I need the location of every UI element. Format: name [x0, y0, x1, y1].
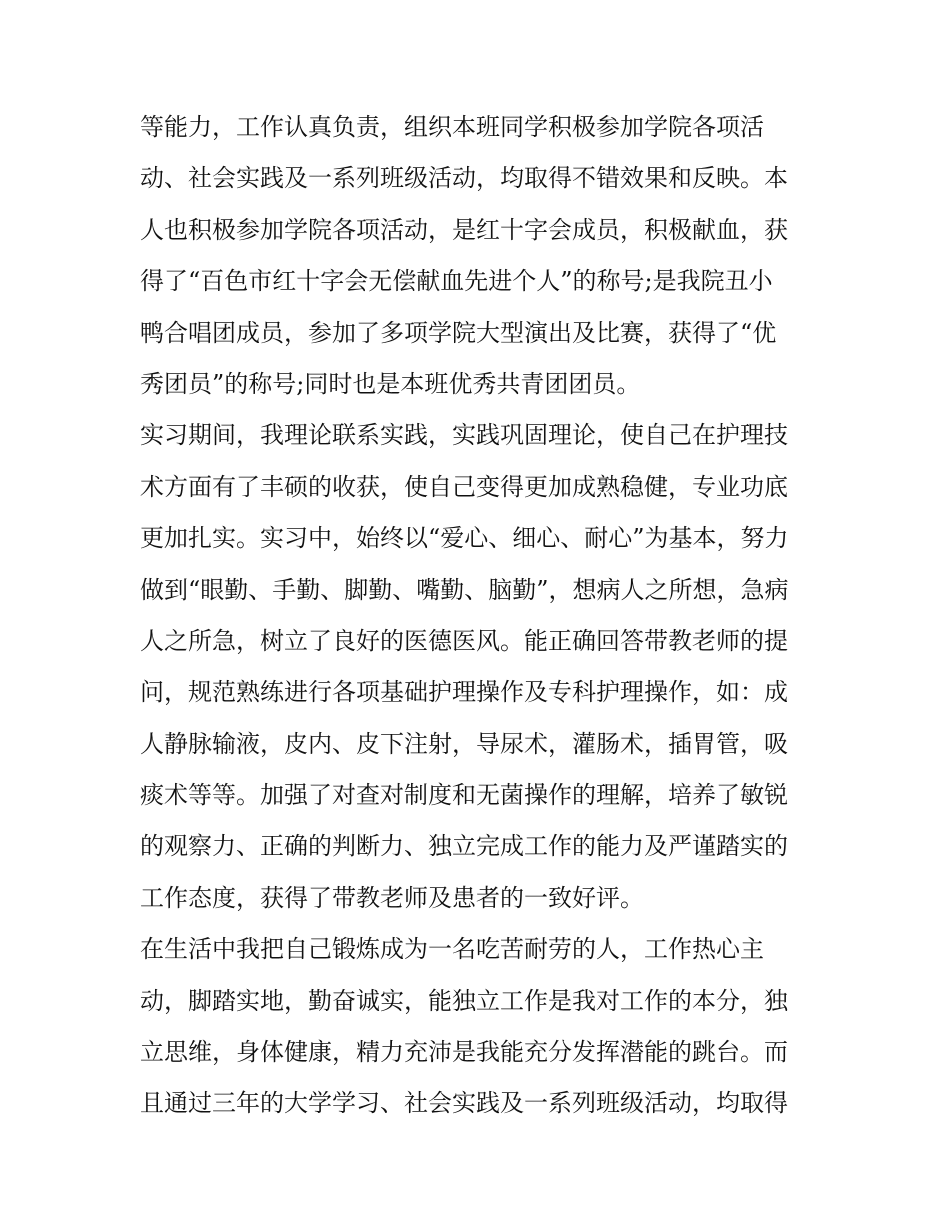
text-line-10: 做到“眼勤、手勤、脚勤、嘴勤、脑勤”，想病人之所想，急病: [140, 575, 789, 604]
text-line-6: 秀团员”的称号;同时也是本班优秀共青团团员。: [140, 369, 641, 398]
text-line-14: 痰术等等。加强了对查对制度和无菌操作的理解，培养了敏锐: [140, 781, 788, 810]
text-line-5: 鸭合唱团成员，参加了多项学院大型演出及比赛，获得了“优: [140, 318, 777, 347]
text-line-1: 等能力，工作认真负责，组织本班同学积极参加学院各项活: [140, 113, 764, 141]
text-line-15: 的观察力、正确的判断力、独立完成工作的能力及严谨踏实的: [140, 832, 788, 861]
text-line-7: 实习期间，我理论联系实践，实践巩固理论，使自己在护理技: [140, 421, 788, 450]
text-line-13: 人静脉输液，皮内、皮下注射，导尿术，灌肠术，插胃管，吸: [140, 729, 788, 758]
text-line-9: 更加扎实。实习中，始终以“爱心、细心、耐心”为基本，努力: [140, 524, 789, 553]
text-line-17: 在生活中我把自己锻炼成为一名吃苦耐劳的人，工作热心主: [140, 935, 764, 964]
text-line-8: 术方面有了丰硕的收获，使自己变得更加成熟稳健，专业功底: [140, 472, 788, 501]
text-line-3: 人也积极参加学院各项活动，是红十字会成员，积极献血，获: [140, 215, 788, 244]
text-line-16: 工作态度，获得了带教老师及患者的一致好评。: [140, 883, 644, 912]
document-body: [140, 102, 820, 1130]
text-line-19: 立思维，身体健康，精力充沛是我能充分发挥潜能的跳台。而: [140, 1038, 788, 1067]
text-line-20: 且通过三年的大学学习、社会实践及一系列班级活动，均取得: [140, 1089, 788, 1118]
text-line-11: 人之所急，树立了良好的医德医风。能正确回答带教老师的提: [140, 626, 788, 655]
text-line-18: 动，脚踏实地，勤奋诚实，能独立工作是我对工作的本分，独: [140, 986, 788, 1015]
text-line-12: 问，规范熟练进行各项基础护理操作及专科护理操作，如：成: [140, 678, 788, 707]
text-line-2: 动、社会实践及一系列班级活动，均取得不错效果和反映。本: [140, 164, 788, 193]
text-line-4: 得了“百色市红十字会无偿献血先进个人”的称号;是我院丑小: [140, 267, 773, 296]
